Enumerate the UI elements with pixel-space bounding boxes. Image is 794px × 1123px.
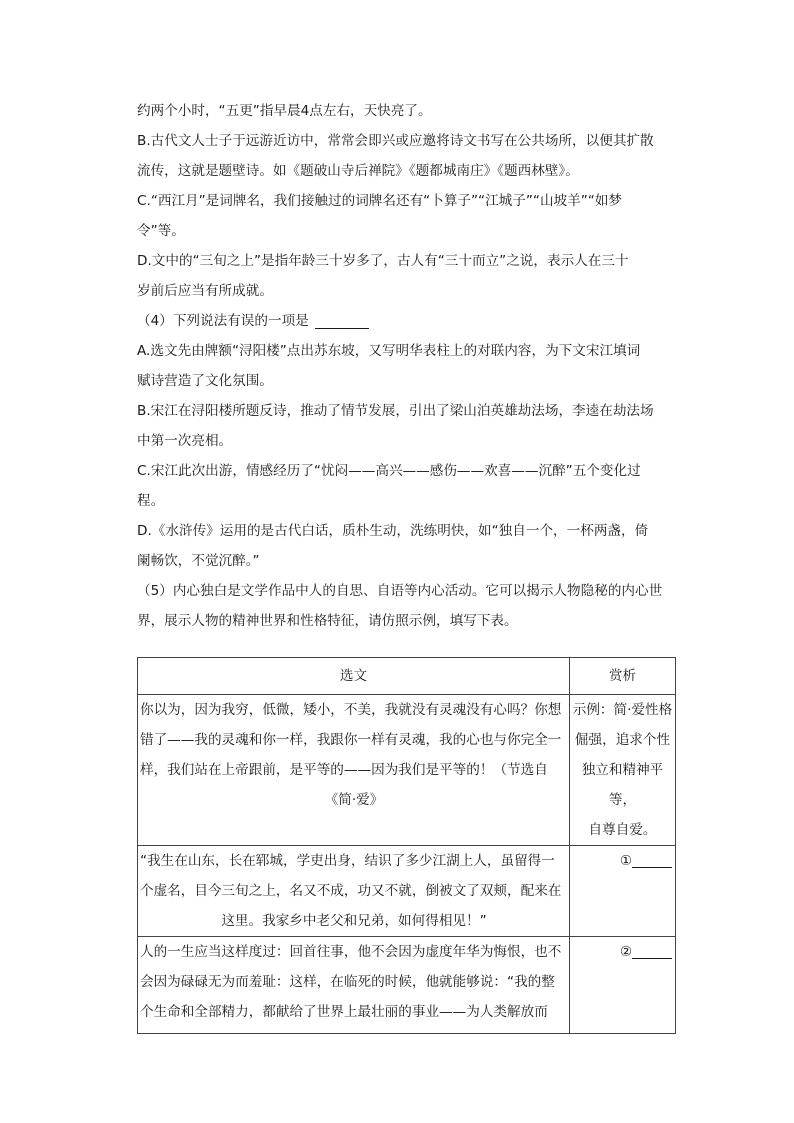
text-line: 令”等。: [137, 223, 185, 239]
appreciation-line: 独立和精神平等，: [581, 762, 664, 808]
question-4-stem: （4）下列说法有误的一项是: [137, 313, 309, 329]
text-line: 赋诗营造了文化氛围。: [137, 373, 273, 389]
text-line: A.选文先由牌额“浔阳楼”点出苏东坡，又写明华表柱上的对联内容，为下文宋江填词: [137, 343, 641, 359]
excerpt-cell: [138, 846, 570, 937]
appreciation-cell: [570, 695, 676, 846]
text-line: D.文中的“三旬之上”是指年龄三十岁多了，古人有“三十而立”之说，表示人在三十: [137, 253, 629, 269]
text-line: B.古代文人士子于远游近访中，常常会即兴或应邀将诗文书写在公共场所，以便其扩散: [137, 133, 654, 149]
text-line: C.“西江月”是词牌名，我们接触过的词牌名还有“卜算子”“江城子”“山坡羊”“如梦: [137, 193, 623, 209]
excerpt-cell: [138, 937, 570, 1034]
answer-mark: ①: [619, 853, 632, 869]
excerpt-line: 会因为碌碌无为而羞耻：这样，在临死的时候，他就能够说：“我的整: [140, 974, 555, 990]
text-line: B.宋江在浔阳楼所题反诗，推动了情节发展，引出了梁山泊英雄劫法场，李逵在劫法场: [137, 403, 654, 419]
answer-mark: ②: [619, 944, 632, 960]
excerpt-line: 个虚名，目今三旬之上，名又不成，功又不就，倒被文了双颊，配来在: [140, 883, 562, 899]
table-header-excerpt: 选文: [138, 658, 570, 695]
excerpt-line: 人的一生应当这样度过：回首往事，他不会因为虚度年华为悔恨，也不: [140, 944, 562, 960]
appreciation-line: 自尊自爱。: [588, 822, 657, 838]
excerpt-line: 你以为，因为我穷，低微，矮小，不美，我就没有灵魂没有心吗？你想: [140, 702, 562, 718]
answer-slot: [570, 846, 675, 876]
answer-cell[interactable]: [570, 846, 676, 937]
question-text: [137, 96, 677, 636]
excerpt-line: 这里。我家乡中老父和兄弟，如何得相见！”: [221, 913, 487, 929]
text-line: 程。: [137, 493, 165, 509]
answer-cell[interactable]: [570, 937, 676, 1034]
text-line: 流传，这就是题壁诗。如《题破山寺后禅院》《题都城南庄》《题西林壁》。: [137, 163, 579, 179]
table-header-appreciation: 赏析: [570, 658, 676, 695]
answer-slot: [570, 937, 675, 967]
excerpt-cell: [138, 695, 570, 846]
table-row: [138, 846, 676, 937]
text-line: （5）内心独白是文学作品中人的自思、自语等内心活动。它可以揭示人物隐秘的内心世: [137, 583, 663, 599]
excerpt-line: 错了——我的灵魂和你一样，我跟你一样有灵魂，我的心也与你完全一: [140, 732, 562, 748]
text-line: 界，展示人物的精神世界和性格特征，请仿照示例，填写下表。: [137, 613, 518, 629]
text-line: 岁前后应当有所成就。: [137, 283, 273, 299]
appreciation-table: [137, 657, 676, 1034]
text-line: 约两个小时，“五更”指早晨4点左右，天快亮了。: [137, 103, 432, 119]
excerpt-line: 样，我们站在上帝跟前，是平等的——因为我们是平等的！（节选自: [140, 762, 548, 778]
text-line: 阑畅饮，不觉沉醉。”: [137, 553, 260, 569]
answer-blank[interactable]: [632, 851, 672, 868]
text-line: 中第一次亮相。: [137, 433, 233, 449]
answer-blank[interactable]: [315, 310, 369, 329]
table-row: [138, 695, 676, 846]
answer-blank[interactable]: [632, 942, 672, 959]
excerpt-line: 《简·爱》: [324, 792, 384, 808]
text-line: C.宋江此次出游，情感经历了“忧闷——高兴——感伤——欢喜——沉醉”五个变化过: [137, 463, 641, 479]
appreciation-line: 倔强，追求个性: [574, 732, 671, 748]
text-line: D.《水浒传》运用的是古代白话，质朴生动，洗练明快，如“独自一个，一杯两盏，倚: [137, 523, 649, 539]
question-4-line: [137, 306, 677, 336]
table-row: [138, 937, 676, 1034]
excerpt-line: 个生命和全部精力，都献给了世界上最壮丽的事业——为人类解放而: [140, 1004, 548, 1020]
excerpt-line: “我生在山东，长在郓城，学吏出身，结识了多少江湖上人，虽留得一: [140, 853, 555, 869]
appreciation-line: 示例：简·爱性格: [572, 702, 673, 718]
